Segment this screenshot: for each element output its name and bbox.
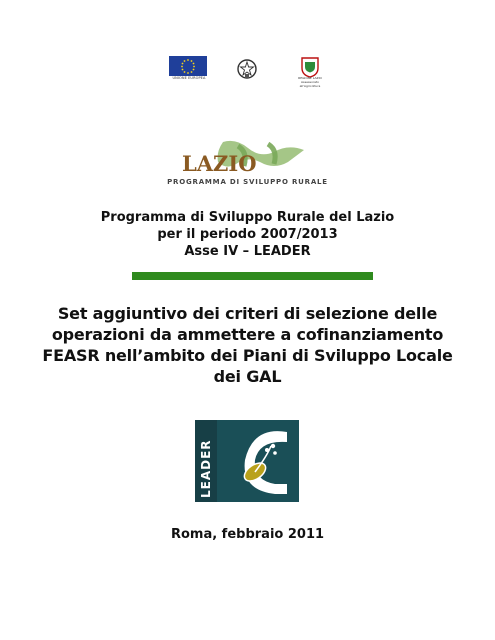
header-logos (0, 56, 495, 88)
svg-text:LAZIO: LAZIO (182, 151, 257, 176)
document-title (0, 303, 495, 387)
program-line-1: Programma di Sviluppo Rurale del Lazio (100, 210, 395, 225)
title-line-3: FEASR nell’ambito dei Piani di Sviluppo Locale (42, 346, 453, 365)
regione-lazio-crest (300, 56, 320, 78)
place-and-date: Roma, febbraio 2011 (170, 527, 325, 542)
title-line-2: operazioni da ammettere a cofinanziamento (51, 325, 444, 344)
psr-logo-subtitle: PROGRAMMA DI SVILUPPO RURALE (167, 178, 328, 186)
svg-text:LEADER: LEADER (199, 439, 213, 498)
program-line-2: per il periodo 2007/2013 (157, 227, 338, 242)
title-line-4: dei GAL (213, 367, 282, 386)
program-line-3: Asse IV – LEADER (184, 244, 311, 259)
italian-republic-emblem (237, 58, 257, 80)
eu-caption: UNIONE EUROPEA (172, 76, 206, 80)
leader-logo (195, 420, 299, 502)
title-line-1: Set aggiuntivo dei criteri di selezione delle (57, 304, 438, 323)
program-heading (0, 209, 495, 260)
green-divider (132, 272, 373, 280)
regione-lazio-caption: REGIONE LAZIO Assessorato all'Agricoltura (298, 76, 322, 88)
